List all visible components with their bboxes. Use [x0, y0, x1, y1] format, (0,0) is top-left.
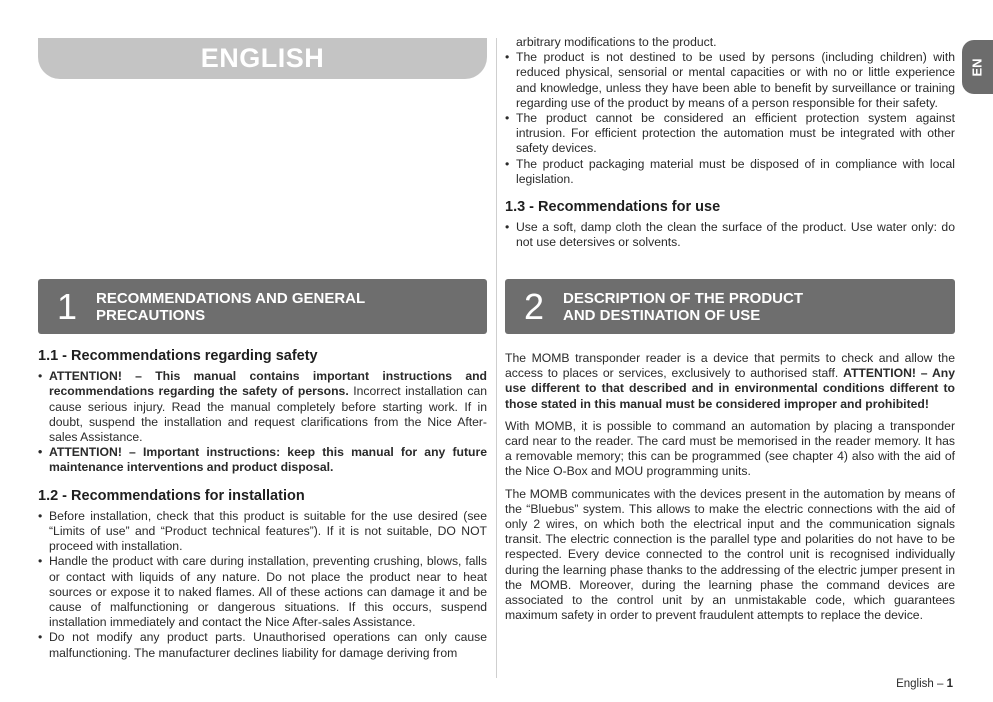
body-text: Incorrect installation can cause serious injury. Read the manual completely before starting work. If in doubt, suspend the installation and request clarifications from the Nice After-sales Assistance.	[49, 384, 487, 445]
list-item: • Before installation, check that this product is suitable for the use desired (see “Limits of use” and “Product technical features”). If it is not suitable, DO NOT proceed with installation.	[38, 509, 487, 555]
chapter-number: 2	[523, 285, 545, 327]
list-item: • Do not modify any product parts. Unauthorised operations can only cause malfunctioning. The manufacturer declines liability for damage deriving from	[38, 630, 487, 660]
safety-list	[38, 369, 487, 475]
description-paragraph: With MOMB, it is possible to command an automation by placing a transponder card near to the reader. The card must be memorised in the reader memory. It has a removable memory; this can be programmed (see chapter 4) also with the aid of the Nice O-Box and MOU programming units.	[505, 418, 955, 479]
body-text: The MOMB transponder reader is a device that permits to check and allow the access to places or services, exclusively to authorised staff.	[505, 351, 955, 381]
list-item: • The product packaging material must be disposed of in compliance with local legislation.	[505, 157, 955, 187]
list-item: • Handle the product with care during installation, preventing crushing, blows, falls or contact with liquids of any nature. Do not place the product near to heat sources or expose it to naked flames. All of these actions can damage it and be cause of malfunctioning or dangerous situations. If this occurs, suspend installation immediately and contact the Nice After-sales Assistance.	[38, 554, 487, 630]
chapter-1-header	[38, 279, 487, 334]
warning-text: ATTENTION! – Any use different to that described and in environmental conditions different to those stated in this manual must be considered improper and prohibited!	[505, 366, 955, 411]
list-item: • The product is not destined to be used by persons (including children) with reduced physical, sensorial or mental capacities or with no or little experience and knowledge, unless they have been able to benefit by surveillance or training regarding use of the product by means of a person responsible for their safety.	[505, 50, 955, 111]
language-tab-label: EN	[970, 57, 985, 77]
section-heading-1-2: 1.2 - Recommendations for installation	[38, 487, 305, 504]
use-recommendations-list	[505, 220, 955, 250]
list-item	[38, 369, 487, 445]
language-tab	[962, 40, 993, 94]
language-banner	[38, 38, 487, 79]
warning-text: ATTENTION! – This manual contains important instructions and recommendations regarding the safety of persons.	[49, 369, 487, 399]
column-divider	[496, 38, 497, 678]
footer-label: English –	[896, 678, 947, 690]
chapter-title: DESCRIPTION OF THE PRODUCT AND DESTINATION OF USE	[563, 289, 804, 324]
left-column-body	[38, 349, 487, 661]
product-use-list	[505, 50, 955, 187]
list-item	[38, 445, 487, 475]
language-title: ENGLISH	[200, 43, 325, 73]
list-item: • The product cannot be considered an efficient protection system against intrusion. For efficient protection the automation must be integrated with other safety devices.	[505, 111, 955, 157]
list-item: • Use a soft, damp cloth the clean the surface of the product. Use water only: do not use detersives or solvents.	[505, 220, 955, 250]
chapter-number: 1	[56, 285, 78, 327]
chapter-title: RECOMMENDATIONS AND GENERAL PRECAUTIONS	[96, 289, 366, 324]
right-column-top	[505, 35, 955, 251]
right-column-body	[505, 351, 955, 630]
page-footer	[896, 678, 953, 690]
warning-text: ATTENTION! – Important instructions: keep this manual for any future maintenance interventions and product disposal.	[49, 445, 487, 475]
continued-text: arbitrary modifications to the product.	[516, 35, 717, 49]
description-paragraph: The MOMB communicates with the devices present in the automation by means of the “Bluebus” system. This allows to make the electric connections with the aid of only 2 wires, on which both the electrical input and the communication signals transit. The electric connection is the parallel type and polarities do not have to be respected. Every device connected to the control unit is recognised individually during the learning phase thanks to the addressing of the electric jumper present in the MOMB. Moreover, during the learning phase the command devices are associated to the control unit by an unmistakable code, which guarantees maximum safety in order to prevent fraudulent attempts to replace the device.	[505, 486, 955, 623]
installation-list	[38, 509, 487, 661]
chapter-2-header	[505, 279, 955, 334]
section-heading-1-1: 1.1 - Recommendations regarding safety	[38, 348, 318, 364]
page-number: 1	[946, 678, 953, 690]
description-paragraph	[505, 351, 955, 412]
section-heading-1-3: 1.3 - Recommendations for use	[505, 199, 721, 216]
